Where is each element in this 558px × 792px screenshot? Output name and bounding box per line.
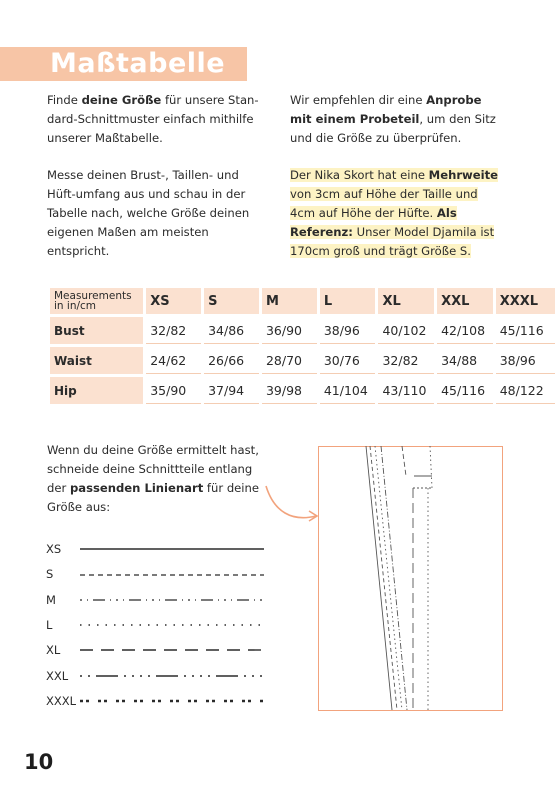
text-bold: passenden Linienart — [69, 481, 204, 495]
text: für unsere Stan-dard-Schnittmuster einfach mithilfe unserer Maßtabelle. — [47, 93, 259, 145]
text-bold: Mehrweite — [428, 168, 498, 182]
table-cell: 45/116 — [437, 377, 493, 404]
table-header-cell: L — [320, 288, 376, 314]
table-cell: 28/70 — [262, 347, 317, 374]
table-header-cell: XL — [378, 288, 434, 314]
table-cell: 30/76 — [320, 347, 376, 374]
text-bold: Als Referenz: — [290, 206, 457, 239]
text-bold: Anprobe mit einem Probeteil — [290, 93, 482, 126]
text: von 3cm auf Höhe der Taille und 4cm auf Höhe der Hüfte. — [290, 187, 478, 220]
text-bold: deine Größe — [81, 93, 162, 107]
table-row — [50, 317, 555, 344]
row-label: Hip — [50, 377, 143, 404]
table-cell: 32/82 — [378, 347, 434, 374]
table-header-cell: M — [262, 288, 317, 314]
row-label: Bust — [50, 317, 143, 344]
table-header-cell: XXXL — [496, 288, 555, 314]
table-cell: 36/90 — [262, 317, 317, 344]
table-header-cell: XS — [146, 288, 201, 314]
table-cell: 39/98 — [262, 377, 317, 404]
table-cell: 48/122 — [496, 377, 555, 404]
table-header-cell: XXL — [437, 288, 493, 314]
table-cell: 38/96 — [320, 317, 376, 344]
arrow-icon — [262, 480, 322, 530]
page-number: 10 — [24, 750, 54, 774]
intro-left-p2: Messe deinen Brust-, Taillen- und Hüft-umfang aus und schau in der Tabelle nach, welche Größe deinen eigenen Maßen am meisten entspricht. — [47, 168, 250, 258]
table-cell: 41/104 — [320, 377, 376, 404]
cut-instructions — [47, 441, 262, 517]
table-cell: 34/88 — [437, 347, 493, 374]
table-cell: 26/66 — [204, 347, 259, 374]
table-cell: 35/90 — [146, 377, 201, 404]
table-cell: 32/82 — [146, 317, 201, 344]
table-cell: 42/108 — [437, 317, 493, 344]
legend-label-xxl: XXL — [46, 669, 69, 683]
text: Finde — [47, 93, 82, 107]
table-header-label: Measurements in in/cm — [50, 288, 143, 314]
legend-label-l: L — [46, 618, 53, 632]
intro-left-p1 — [47, 91, 259, 148]
text: , um den Sitz und die Größe zu überprüfen. — [290, 112, 496, 145]
intro-right-p1 — [290, 91, 506, 148]
text: Wir empfehlen dir eine — [290, 93, 427, 107]
table-header-row — [50, 288, 555, 314]
table-cell: 40/102 — [378, 317, 434, 344]
legend-label-s: S — [46, 567, 54, 581]
table-row — [50, 347, 555, 374]
table-cell: 38/96 — [496, 347, 555, 374]
table-cell: 45/116 — [496, 317, 555, 344]
table-cell: 34/86 — [204, 317, 259, 344]
intro-right-p2 — [290, 166, 504, 261]
text: Der Nika Skort hat eine — [290, 168, 429, 182]
table-row — [50, 377, 555, 404]
legend-label-m: M — [46, 593, 56, 607]
text: für deine Größe aus: — [47, 481, 260, 514]
table-header-cell: S — [204, 288, 259, 314]
text: Unser Model Djamila ist 170cm groß und trägt Größe S. — [290, 225, 495, 258]
legend-label-xs: XS — [46, 542, 62, 556]
legend-label-xxxl: XXXL — [46, 694, 77, 708]
table-cell: 24/62 — [146, 347, 201, 374]
row-label: Waist — [50, 347, 143, 374]
table-cell: 43/110 — [378, 377, 434, 404]
legend-label-xl: XL — [46, 643, 61, 657]
table-cell: 37/94 — [204, 377, 259, 404]
line-type-legend — [80, 540, 270, 710]
size-table — [47, 285, 558, 407]
pattern-illustration — [318, 446, 504, 712]
text: Wenn du deine Größe ermittelt hast, schneide deine Schnittteile entlang der — [47, 443, 259, 495]
page-title: Maßtabelle — [50, 48, 226, 79]
